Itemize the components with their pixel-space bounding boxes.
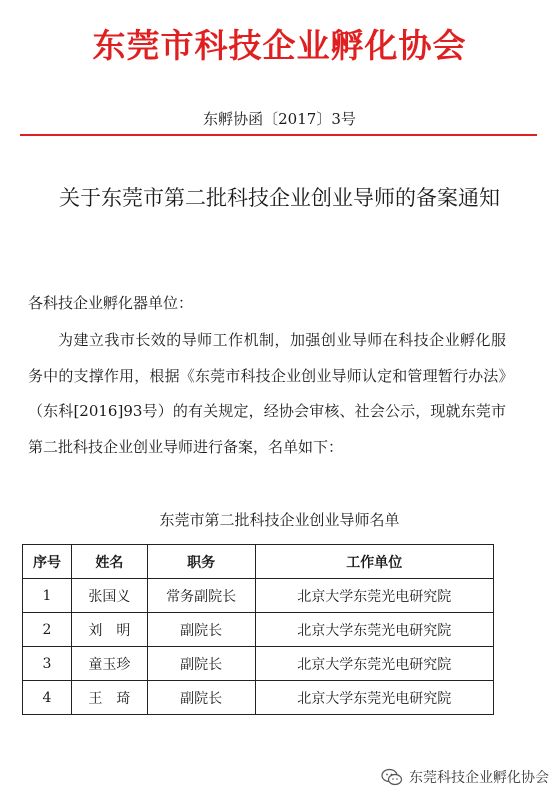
cell-position: 常务副院长 (147, 579, 255, 613)
header-name: 姓名 (71, 545, 147, 579)
cell-name: 童玉珍 (71, 647, 147, 681)
cell-position: 副院长 (147, 613, 255, 647)
cell-organization: 北京大学东莞光电研究院 (255, 579, 493, 613)
table-header-row (23, 545, 494, 579)
notice-title: 关于东莞市第二批科技企业创业导师的备案通知 (59, 186, 500, 210)
cell-index: 2 (23, 613, 72, 647)
cell-name: 刘 明 (71, 613, 147, 647)
cell-index: 1 (23, 579, 72, 613)
mentor-roster-table (22, 544, 494, 715)
letterhead-org-name: 东莞市科技企业孵化协会 (92, 26, 467, 65)
table-row (23, 579, 494, 613)
cell-name: 张国义 (71, 579, 147, 613)
header-organization: 工作单位 (255, 545, 493, 579)
cell-index: 3 (23, 647, 72, 681)
cell-organization: 北京大学东莞光电研究院 (255, 613, 493, 647)
watermark-text: 东莞科技企业孵化协会 (409, 770, 549, 786)
wechat-icon (381, 768, 403, 786)
table-caption: 东莞市第二批科技企业创业导师名单 (159, 511, 400, 529)
cell-organization: 北京大学东莞光电研究院 (255, 647, 493, 681)
salutation: 各科技企业孵化器单位： (28, 294, 194, 312)
cell-position: 副院长 (147, 647, 255, 681)
document-number: 东孵协函〔2017〕3号 (203, 110, 356, 128)
cell-position: 副院长 (147, 681, 255, 715)
notice-body: 为建立我市长效的导师工作机制，加强创业导师在科技企业孵化服务中的支撑作用，根据《东莞市科技企业创业导师认定和管理暂行办法》（东科[2016]93号）的有关规定，经协会审核、社会公示，现就东莞市第二批科技企业创业导师进行备案，名单如下： (28, 331, 506, 456)
header-position: 职务 (147, 545, 255, 579)
cell-name: 王 琦 (71, 681, 147, 715)
header-index: 序号 (23, 545, 72, 579)
table-row (23, 647, 494, 681)
wechat-watermark (381, 767, 549, 787)
cell-index: 4 (23, 681, 72, 715)
cell-organization: 北京大学东莞光电研究院 (255, 681, 493, 715)
table-row (23, 613, 494, 647)
letterhead-red-rule (20, 134, 537, 136)
table-row (23, 681, 494, 715)
